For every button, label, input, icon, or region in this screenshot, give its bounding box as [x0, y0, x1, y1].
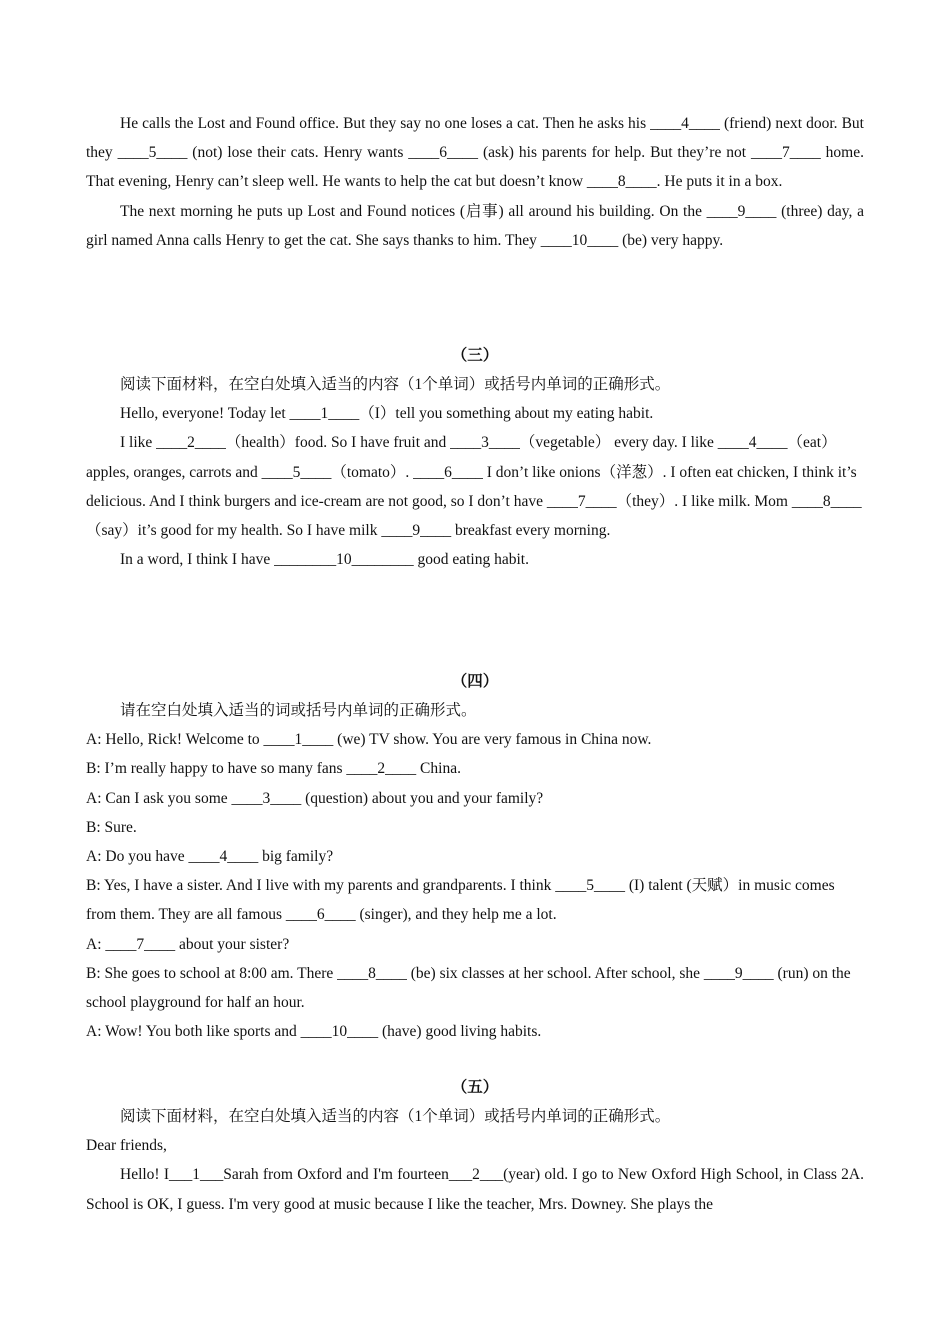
dialogue-line: A: Do you have ____4____ big family? — [86, 848, 334, 866]
letter-greeting: Dear friends, — [86, 1137, 167, 1155]
section-three-title: （三） — [451, 347, 499, 364]
dialogue-line: A: Wow! You both like sports and ____10____ (have) good living habits. — [86, 1023, 542, 1041]
section-five — [86, 1073, 864, 1219]
section-two-continuation — [86, 109, 864, 255]
dialogue-line: B: She goes to school at 8:00 am. There ____8____ (be) six classes at her school. After school, she ____9____ (run) on the school playground for half an hour. — [86, 964, 851, 1012]
section-three-paragraph-2: I like ____2____（health）food. So I have fruit and ____3____（vegetable） every day. I like ____4____（eat）apples, oranges, carrots and ____5____（tomato）. ____6____ I don’t like onions（洋葱）. I often eat chicken, I think it’s delicious. And I think burgers and ice-cream are not good, so I don’t have ____7____（they）. I like milk. Mom ____8____（say）it’s good for my health. So I have milk ____9____ breakfast every morning. — [86, 434, 862, 540]
section-three-paragraph-3: In a word, I think I have ________10________ good eating habit. — [120, 551, 529, 569]
dialogue-line: B: Yes, I have a sister. And I live with my parents and grandparents. I think ____5____ (I) talent (天赋）in music comes from them. They are all famous ____6____ (singer), and they help me a lot. — [86, 877, 835, 924]
letter-paragraph: Hello! I___1___Sarah from Oxford and I'm fourteen___2___(year) old. I go to New Oxford High School, in Class 2A. School is OK, I guess. I'm very good at music because I like the teacher, Mrs. Downey. She plays the — [86, 1166, 864, 1213]
dialogue-line: A: Can I ask you some ____3____ (question) about you and your family? — [86, 789, 544, 807]
dialogue-line: B: I’m really happy to have so many fans ____2____ China. — [86, 760, 461, 778]
section-two-paragraph-2: The next morning he puts up Lost and Found notices (启事) all around his building. On the ____9____ (three) day, a girl named Anna calls Henry to get the cat. She says thanks to him. They ____10____ (be) very happy. — [86, 202, 864, 249]
section-three — [86, 341, 864, 574]
section-two-paragraph-1: He calls the Lost and Found office. But they say no one loses a cat. Then he asks his ____4____ (friend) next door. But they ____5____ (not) lose their cats. Henry wants ____6____ (ask) his parents for help. But they’re not ____7____ home. That evening, Henry can’t sleep well. He wants to help the cat but doesn’t know ____8____. He puts it in a box. — [86, 115, 864, 191]
section-four-title: （四） — [451, 673, 499, 690]
dialogue-line: A: Hello, Rick! Welcome to ____1____ (we) TV show. You are very famous in China now. — [86, 731, 652, 749]
section-three-instruction: 阅读下面材料，在空白处填入适当的内容（1个单词）或括号内单词的正确形式。 — [120, 376, 671, 393]
section-five-instruction: 阅读下面材料，在空白处填入适当的内容（1个单词）或括号内单词的正确形式。 — [120, 1108, 671, 1125]
section-four — [86, 667, 864, 1046]
dialogue-line: B: Sure. — [86, 818, 137, 836]
section-four-instruction: 请在空白处填入适当的词或括号内单词的正确形式。 — [120, 702, 477, 719]
dialogue-line: A: ____7____ about your sister? — [86, 935, 290, 953]
section-five-title: （五） — [451, 1079, 499, 1096]
section-three-paragraph-1: Hello, everyone! Today let ____1____（I）tell you something about my eating habit. — [120, 405, 654, 423]
